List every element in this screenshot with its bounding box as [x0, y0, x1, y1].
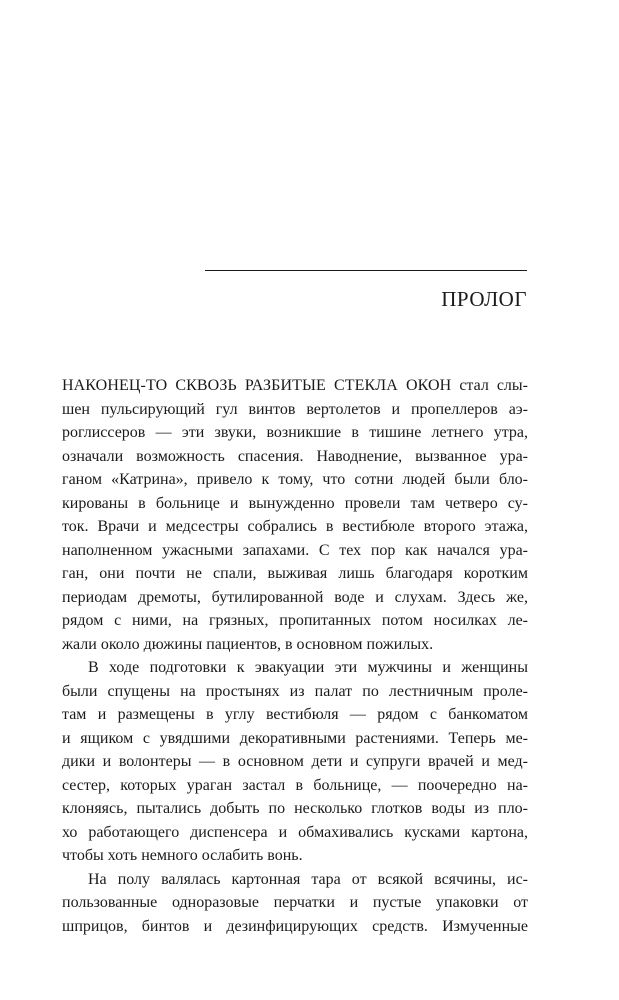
text-line: ганом «Катрина», привело к тому, что сотни людей были бло- — [62, 471, 528, 488]
text-line: шприцов, бинтов и дезинфицирующих средств. Измученные — [62, 917, 528, 935]
text-line: и ящиком с увядшими декоративными растениями. Теперь ме- — [62, 729, 528, 747]
chapter-divider-rule — [205, 270, 527, 271]
chapter-title: ПРОЛОГ — [441, 287, 527, 311]
text-line: там и размещены в углу вестибюля — рядом с банкоматом — [62, 706, 528, 723]
text-line: сестер, которых ураган застал в больнице, — поочередно на- — [62, 776, 528, 794]
text-line: ган, они почти не спали, выживая лишь благодаря коротким — [62, 565, 528, 582]
text-line: роглиссеров — эти звуки, возникшие в тишине летнего утра, — [62, 424, 528, 441]
text-line: жали около дюжины пациентов, в основном пожилых. — [62, 635, 434, 653]
text-line: кированы в больнице и вынужденно провели там четверо су- — [62, 494, 528, 512]
text-line: периодам дремоты, бутилированной воде и слухам. Здесь же, — [62, 588, 528, 606]
text-line: шен пульсирующий гул винтов вертолетов и пропеллеров аэ- — [62, 400, 528, 418]
text-line: пользованные одноразовые перчатки и пустые упаковки от — [62, 894, 528, 911]
text-line-rest: стал слы- — [451, 377, 528, 394]
text-line: наполненном ужасными запахами. С тех пор как начался ура- — [62, 541, 528, 559]
body-text — [62, 374, 528, 938]
text-line: были спущены на простынях из палат по лестничным проле- — [62, 682, 528, 700]
text-line: В ходе подготовки к эвакуации эти мужчины и женщины — [88, 659, 528, 676]
text-line: ток. Врачи и медсестры собрались в вестибюле второго этажа, — [62, 518, 528, 535]
text-line — [62, 374, 528, 398]
text-line: На полу валялась картонная тара от всякой всячины, ис- — [88, 870, 528, 888]
text-line: дики и волонтеры — в основном дети и супруги врачей и мед- — [62, 753, 528, 770]
text-line: рядом с ними, на грязных, пропитанных потом носилках ле- — [62, 612, 528, 629]
text-line: означали возможность спасения. Наводнение, вызванное ура- — [62, 447, 528, 465]
lead-in-caps: НАКОНЕЦ-ТО СКВОЗЬ РАЗБИТЫЕ СТЕКЛА ОКОН — [62, 377, 452, 394]
text-line: хо работающего диспенсера и обмахивались кусками картона, — [62, 823, 528, 841]
text-line: чтобы хоть немного ослабить вонь. — [62, 847, 303, 864]
text-line: клоняясь, пытались добыть по несколько глотков воды из пло- — [62, 800, 528, 817]
